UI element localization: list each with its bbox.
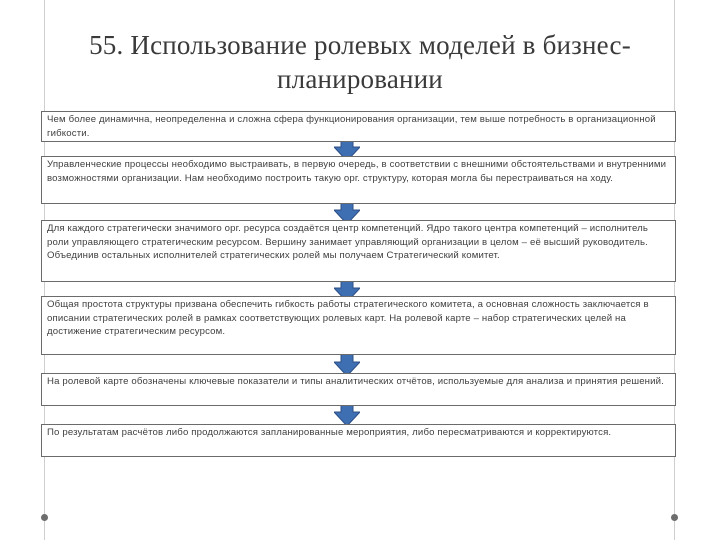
step-box-1: Чем более динамична, неопределенна и сложна сфера функционирования организации, тем выше потребность в организационной гибкости. (41, 111, 676, 142)
step-box-5: На ролевой карте обозначены ключевые показатели и типы аналитических отчётов, используемые для анализа и принятия решений. (41, 373, 676, 406)
step-box-6: По результатам расчётов либо продолжаются запланированные мероприятия, либо пересматриваются и корректируются. (41, 424, 676, 457)
bottom-right-dot (671, 514, 678, 521)
step-box-3: Для каждого стратегически значимого орг. ресурса создаётся центр компетенций. Ядро такого центра компетенций – исполнитель роли управляющего стратегическим ресурсом. Вершину занимает управляющий организации в целом – её высший руководитель. Объединив остальных исполнителей стратегических ролей мы получаем Стратегический комитет. (41, 220, 676, 282)
step-box-2: Управленческие процессы необходимо выстраивать, в первую очередь, в соответствии с внешними обстоятельствами и внутренними возможностями организации. Нам необходимо построить такую орг. структуру, которая могла бы перестраиваться на ходу. (41, 156, 676, 204)
slide-title: 55. Использование ролевых моделей в бизнес-планировании (89, 30, 631, 94)
step-box-4: Общая простота структуры призвана обеспечить гибкость работы стратегического комитета, а основная сложность заключается в описании стратегических ролей в рамках соответствующих ролевых карт. На ролевой карте – набор стратегических целей на достижение стратегическим ресурсом. (41, 296, 676, 355)
bottom-left-dot (41, 514, 48, 521)
